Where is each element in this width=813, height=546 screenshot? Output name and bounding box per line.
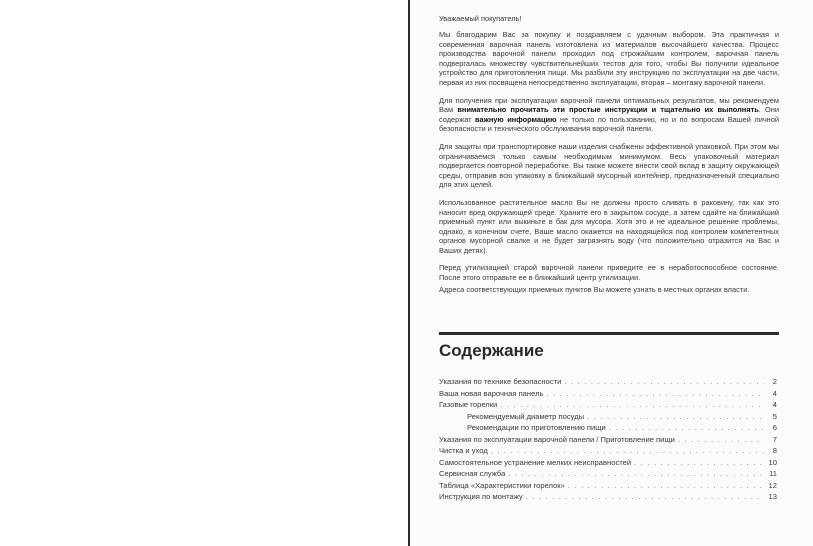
toc-leader xyxy=(609,422,764,434)
toc-item[interactable] xyxy=(439,457,777,469)
toc-item-label: Рекомендации по приготовлению пищи xyxy=(467,423,606,432)
toc-item-page: 4 xyxy=(772,400,777,409)
toc-item[interactable] xyxy=(439,388,777,400)
p2-text-1: Для получения при эксплуатации варочной панели оптимальных результатов, мы рекомендуем Вам xyxy=(439,95,779,115)
toc-leader xyxy=(564,376,764,388)
toc-leader xyxy=(526,491,764,503)
toc-item-page: 13 xyxy=(768,492,777,501)
toc-item[interactable] xyxy=(439,491,777,503)
toc-subitem[interactable] xyxy=(439,422,777,434)
intro-paragraph-6: Адреса соответствующих приемных пунктов Вы можете узнать в местных органах власти. xyxy=(439,284,750,294)
toc-item-label: Самостоятельное устранение мелких неисправностей xyxy=(439,457,632,467)
toc-item-label: Указания по эксплуатации варочной панели / Приготовление пищи xyxy=(439,434,675,444)
toc-item-page: 10 xyxy=(768,457,777,467)
toc-item-label: Сервисная служба xyxy=(439,469,506,478)
intro-text xyxy=(439,14,779,302)
toc-item-page: 2 xyxy=(772,377,777,386)
toc-item-page: 11 xyxy=(769,469,777,478)
intro-paragraph-1: Мы благодарим Вас за покупку и поздравляем с удачным выбором. Эта практичная и современная варочная панель изготовлена из материалов высочайшего качества. Процесс производства варочной панели проходил под строжайшим контролем, варочная панель подвергалась множеству чувствительнейших тестов для того, чтобы Вы получили идеальное устройство для приготовления пищи. Мы разбили эту инструкцию по эксплуатации на две части, первая из них посвящена непосредственно эксплуатации, вторая – монтажу варочной панели. xyxy=(439,30,779,87)
toc-leader xyxy=(491,445,764,457)
toc-leader xyxy=(568,480,764,492)
p2-bold-2: важную информацию xyxy=(475,114,557,124)
toc-item[interactable] xyxy=(439,434,777,446)
intro-paragraph-3: Для защиты при транспортировке наши изделия снабжены эффективной упаковкой. При этом мы ограничиваемся только самым необходимым минимумом. Весь упаковочный материал подвергается повторной переработке. Вы также можете внести свой вклад в защиту окружающей среды, отправив всю упаковку в ближайший мусорный контейнер, предназначенный специально для этих целей. xyxy=(439,141,779,190)
toc-item-page: 6 xyxy=(772,423,777,432)
p2-text-3: не только по пользованию, но и по вопросам Вашей личной безопасности и технического обслуживания варочной панели. xyxy=(439,114,780,134)
p2-text-2: . Они содержат xyxy=(439,105,779,124)
toc-leader xyxy=(546,388,764,400)
toc-item-label: Ваша новая варочная панель xyxy=(439,388,544,398)
toc-subitem[interactable] xyxy=(439,411,777,423)
toc-item-label: Указания по технике безопасности xyxy=(439,377,562,386)
toc-item-label: Рекомендуемый диаметр посуды xyxy=(467,411,585,421)
toc-item[interactable] xyxy=(439,468,777,480)
toc-item-page: 8 xyxy=(772,446,777,455)
toc-leader xyxy=(500,399,764,411)
toc-item-label: Таблица «Характеристики горелок» xyxy=(439,480,565,490)
section-divider xyxy=(439,332,779,335)
toc-item-page: 7 xyxy=(772,434,777,444)
toc-item[interactable] xyxy=(439,480,777,492)
toc-leader xyxy=(508,468,764,480)
toc-item-label: Инструкция по монтажу xyxy=(439,492,523,501)
toc-item-page: 4 xyxy=(772,388,777,398)
toc-item[interactable] xyxy=(439,445,777,457)
p2-bold-1: внимательно прочитать эти простые инструкции и тщательно их выполнять xyxy=(457,105,759,115)
toc-item-page: 5 xyxy=(772,411,777,421)
toc-leader xyxy=(678,434,764,446)
intro-paragraph-2 xyxy=(439,96,779,134)
table-of-contents xyxy=(439,376,777,503)
toc-item[interactable] xyxy=(439,376,777,388)
greeting: Уважаемый покупатель! xyxy=(439,14,522,23)
toc-item[interactable] xyxy=(439,399,777,411)
intro-paragraph-4: Использованное растительное масло Вы не должны просто сливать в раковину, так как это наносит вред окружающей среде. Храните его в закрытом сосуде, а затем сдайте на ближайший приемный пункт или выкиньте в бак для мусора. Хотя это и не идеальное решение проблемы, однако, в конечном счете, Ваше масло окажется на находящейся под контролем компетентных органов мусорной свалке и не будет загрязнять воду (что положительно отразится на Вас и Ваших детях). xyxy=(439,197,779,255)
toc-leader xyxy=(587,411,764,423)
intro-paragraph-5: Перед утилизацией старой варочной панели приведите ее в неработоспособное состояние. После этого отправьте ее в ближайший центр утилизации. xyxy=(439,263,779,283)
toc-item-page: 12 xyxy=(768,480,777,490)
toc-leader xyxy=(634,457,764,469)
toc-item-label: Газовые горелки xyxy=(439,400,498,409)
toc-item-label: Чистка и уход xyxy=(439,446,488,455)
toc-title: Содержание xyxy=(439,341,544,360)
